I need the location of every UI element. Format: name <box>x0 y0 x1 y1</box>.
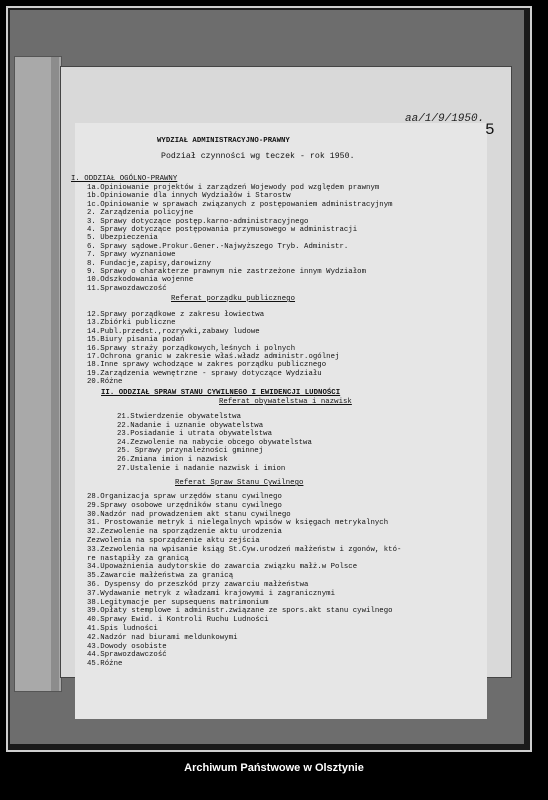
document-line: re nastąpiły za granicą <box>87 554 189 563</box>
document-subtitle: Podział czynności wg teczek - rok 1950. <box>161 152 355 161</box>
document-line: 20.Różne <box>87 378 123 387</box>
document-line: 4. Sprawy dotyczące postępowania przymusowego w administracji <box>87 226 358 234</box>
document-line: 26.Zmiana imion i nazwisk <box>117 456 228 464</box>
document-line: 31. Prostowanie metryk i nielegalnych wpisów w księgach metrykalnych <box>87 519 389 528</box>
document-line: 28.Organizacja spraw urzędów stanu cywilnego <box>87 493 282 501</box>
document-line: 37.Wydawanie metryk z władzami krajowymi i zagranicznymi <box>87 589 336 598</box>
document-line: 29.Sprawy osobowe urzędników stanu cywilnego <box>87 501 282 510</box>
document-line: 14.Publ.przedst.,rozrywki,zabawy ludowe <box>87 327 260 336</box>
document-line: 18.Inne sprawy wchodzące w zakres porządku publicznego <box>87 361 327 370</box>
referat-porzadku-header: Referat porządku publicznego <box>171 295 296 303</box>
document-line: 43.Dowody osobiste <box>87 642 167 651</box>
binder-strip <box>51 57 59 691</box>
document-line: 19.Zarządzenia wewnętrzne - sprawy dotyczące Wydziału <box>87 369 322 378</box>
document-line: 23.Posiadanie i utrata obywatelstwa <box>117 430 273 439</box>
document-line: 45.Różne <box>87 660 123 669</box>
document-line: 39.Opłaty stemplowe i administr.związane ze spors.akt stanu cywilnego <box>87 607 393 616</box>
document-line: 7. Sprawy wyznaniowe <box>87 251 176 260</box>
document-line: 12.Sprawy porządkowe z zakresu łowiectwa <box>87 311 265 319</box>
document-line: 1a.Opiniowanie projektów i zarządzeń Wojewody pod względem prawnym <box>87 184 380 192</box>
document-line: 34.Upoważnienia audytorskie do zawarcia związku małż.w Polsce <box>87 563 358 572</box>
document-line: 21.Stwierdzenie obywatelstwa <box>117 413 242 421</box>
document-line: 11.Sprawozdawczość <box>87 284 167 293</box>
binder-spine <box>14 56 62 692</box>
document-line: 42.Nadzór nad biurami meldunkowymi <box>87 633 238 642</box>
page-number: 5 <box>485 121 495 139</box>
document-line: 10.Odszkodowania wojenne <box>87 276 194 285</box>
document-line: 13.Zbiórki publiczne <box>87 319 176 328</box>
document-line: 3. Sprawy dotyczące postęp.karno-administracyjnego <box>87 217 309 226</box>
document-title: WYDZIAŁ ADMINISTRACYJNO-PRAWNY <box>157 137 290 145</box>
document-line: 44.Sprawozdawczość <box>87 651 167 660</box>
document-line: 38.Legitymacje per supsequens matrimonium <box>87 598 269 607</box>
document-line: 5. Ubezpieczenia <box>87 234 158 243</box>
document-line: 30.Nadzór nad prowadzeniem akt stanu cywilnego <box>87 510 291 519</box>
document-line: 17.Ochrona granic w zakresie właś.władz administr.ogólnej <box>87 353 340 361</box>
document-line: 22.Nadanie i uznanie obywatelstwa <box>117 421 264 430</box>
document-line: 15.Biury pisania podań <box>87 336 185 345</box>
document-line: 1c.Opiniowanie w sprawach związanych z postępowaniem administracyjnym <box>87 200 393 209</box>
signature-mark: aa/1/9/1950. <box>405 113 485 125</box>
section-2-header: II. ODDZIAŁ SPRAW STANU CYWILNEGO I EWIDENCJI LUDNOŚCI <box>101 389 341 397</box>
referat-obywatelstwa-header: Referat obywatelstwa i nazwisk <box>219 398 352 406</box>
document-line: 16.Sprawy straży porządkowych,leśnych i polnych <box>87 344 296 353</box>
document-line: 41.Spis ludności <box>87 625 158 633</box>
document-page <box>60 66 512 678</box>
document-line: 35.Zawarcie małżeństwa za granicą <box>87 572 234 581</box>
archive-footer: Archiwum Państwowe w Olsztynie <box>184 762 364 774</box>
document-line: 27.Ustalenie i nadanie nazwisk i imion <box>117 464 286 473</box>
document-line: 40.Sprawy Ewid. i Kontroli Ruchu Ludności <box>87 616 269 625</box>
referat-stanu-cywilnego-header: Referat Spraw Stanu Cywilnego <box>175 479 304 487</box>
document-line: 9. Sprawy o charakterze prawnym nie zastrzeżone innym Wydziałom <box>87 268 367 276</box>
document-line: 32.Zezwolenie na sporządzenie aktu urodzenia <box>87 528 282 537</box>
document-line: 25. Sprawy przynależności gminnej <box>117 447 264 456</box>
document-line: 24.Zezwolenie na nabycie obcego obywatelstwa <box>117 438 312 447</box>
document-line: 2. Zarządzenia policyjne <box>87 209 194 218</box>
document-line: 33.Zezwolenia na wpisanie ksiąg St.Cyw.urodzeń małżeństw i zgonów, któ- <box>87 545 402 554</box>
document-line: Zezwolenia na sporządzenie aktu zejścia <box>87 537 260 545</box>
document-line: 1b.Opiniowanie dla innych Wydziałów i Starostw <box>87 192 291 201</box>
document-line: 36. Dyspensy do przeszkód przy zawarciu małżeństwa <box>87 581 309 589</box>
document-line: 8. Fundacje,zapisy,darowizny <box>87 259 212 268</box>
document-line: 6. Sprawy sądowe.Prokur.Gener.-Najwyższego Tryb. Administr. <box>87 242 349 251</box>
section-1-header: I. ODDZIAŁ OGÓLNO-PRAWNY <box>71 175 178 183</box>
